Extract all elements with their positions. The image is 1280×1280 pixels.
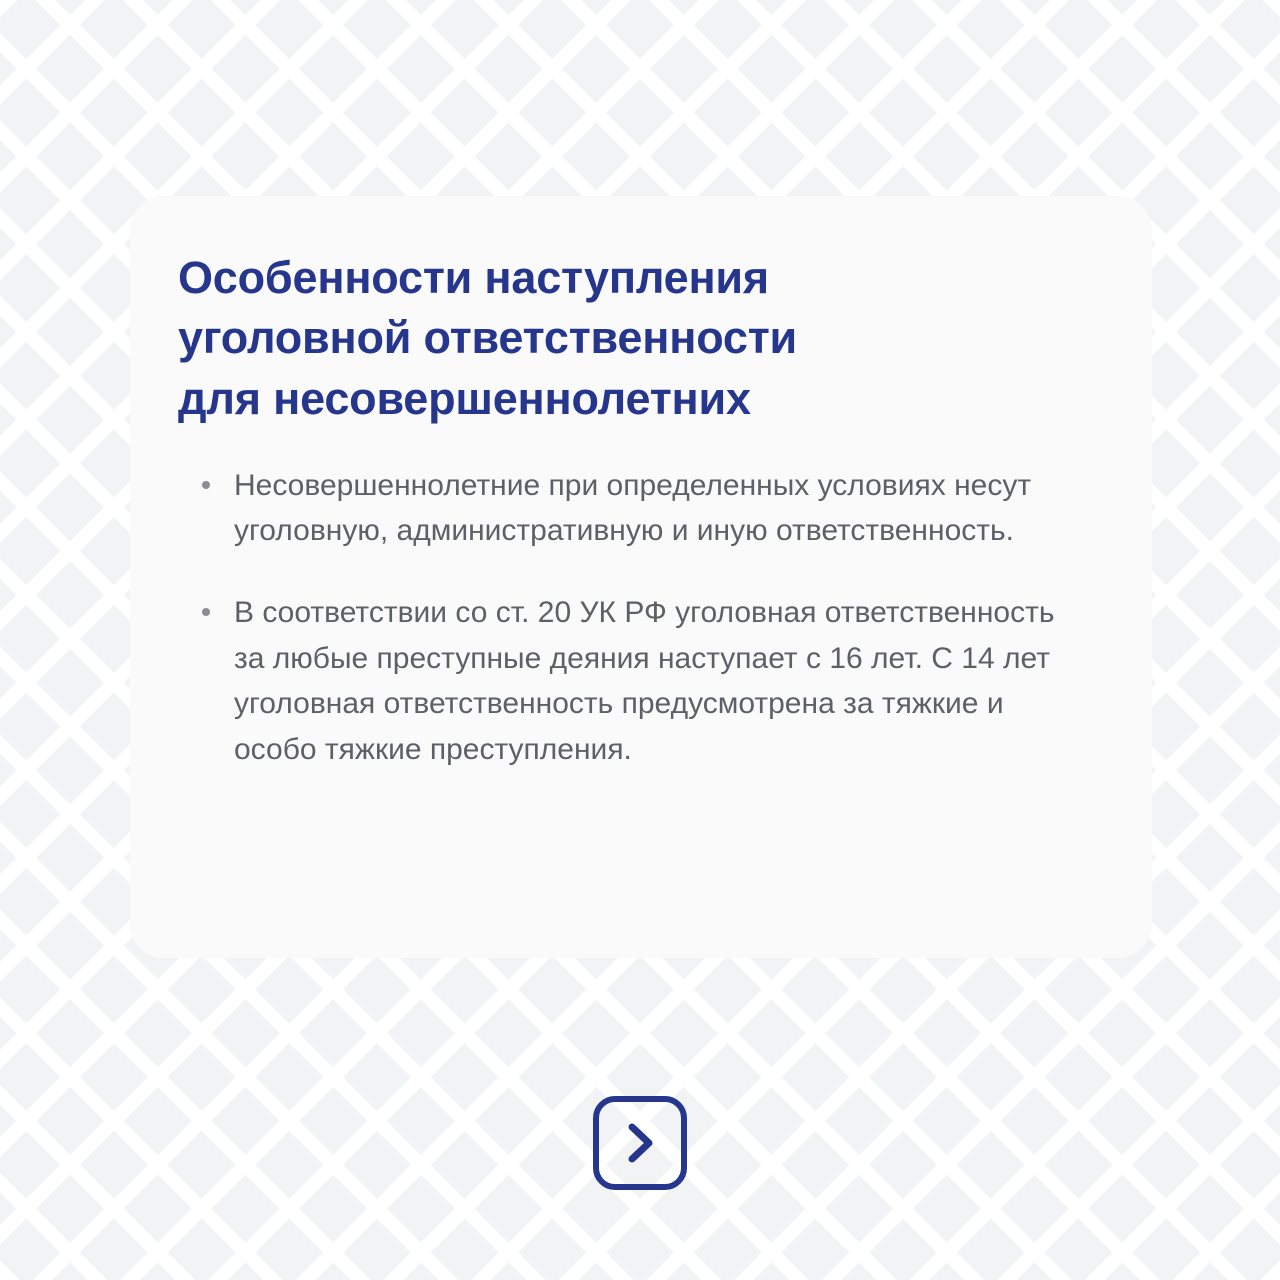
content-card	[130, 196, 1152, 958]
list-item	[178, 463, 1080, 554]
page-title-line-1: Особенности наступления	[178, 252, 769, 303]
list-item-text: В соответствии со ст. 20 УК РФ уголовная ответственность за любые преступные деяния наступает с 16 лет. С 14 лет уголовная ответственность предусмотрена за тяжкие и особо тяжкие преступления.	[234, 596, 1055, 766]
chevron-right-icon	[623, 1121, 657, 1165]
page-title	[178, 248, 958, 429]
bullet-list	[178, 463, 1080, 773]
page-title-line-3: для несовершеннолетних	[178, 372, 751, 424]
page-title-line-2: уголовной ответственности	[178, 312, 798, 364]
bullet-dot-icon	[202, 608, 210, 616]
list-item	[178, 590, 1080, 772]
next-slide-button[interactable]	[593, 1096, 687, 1190]
list-item-text: Несовершеннолетние при определенных условиях несут уголовную, административную и иную ответственность.	[234, 468, 1032, 548]
bullet-dot-icon	[202, 481, 210, 489]
